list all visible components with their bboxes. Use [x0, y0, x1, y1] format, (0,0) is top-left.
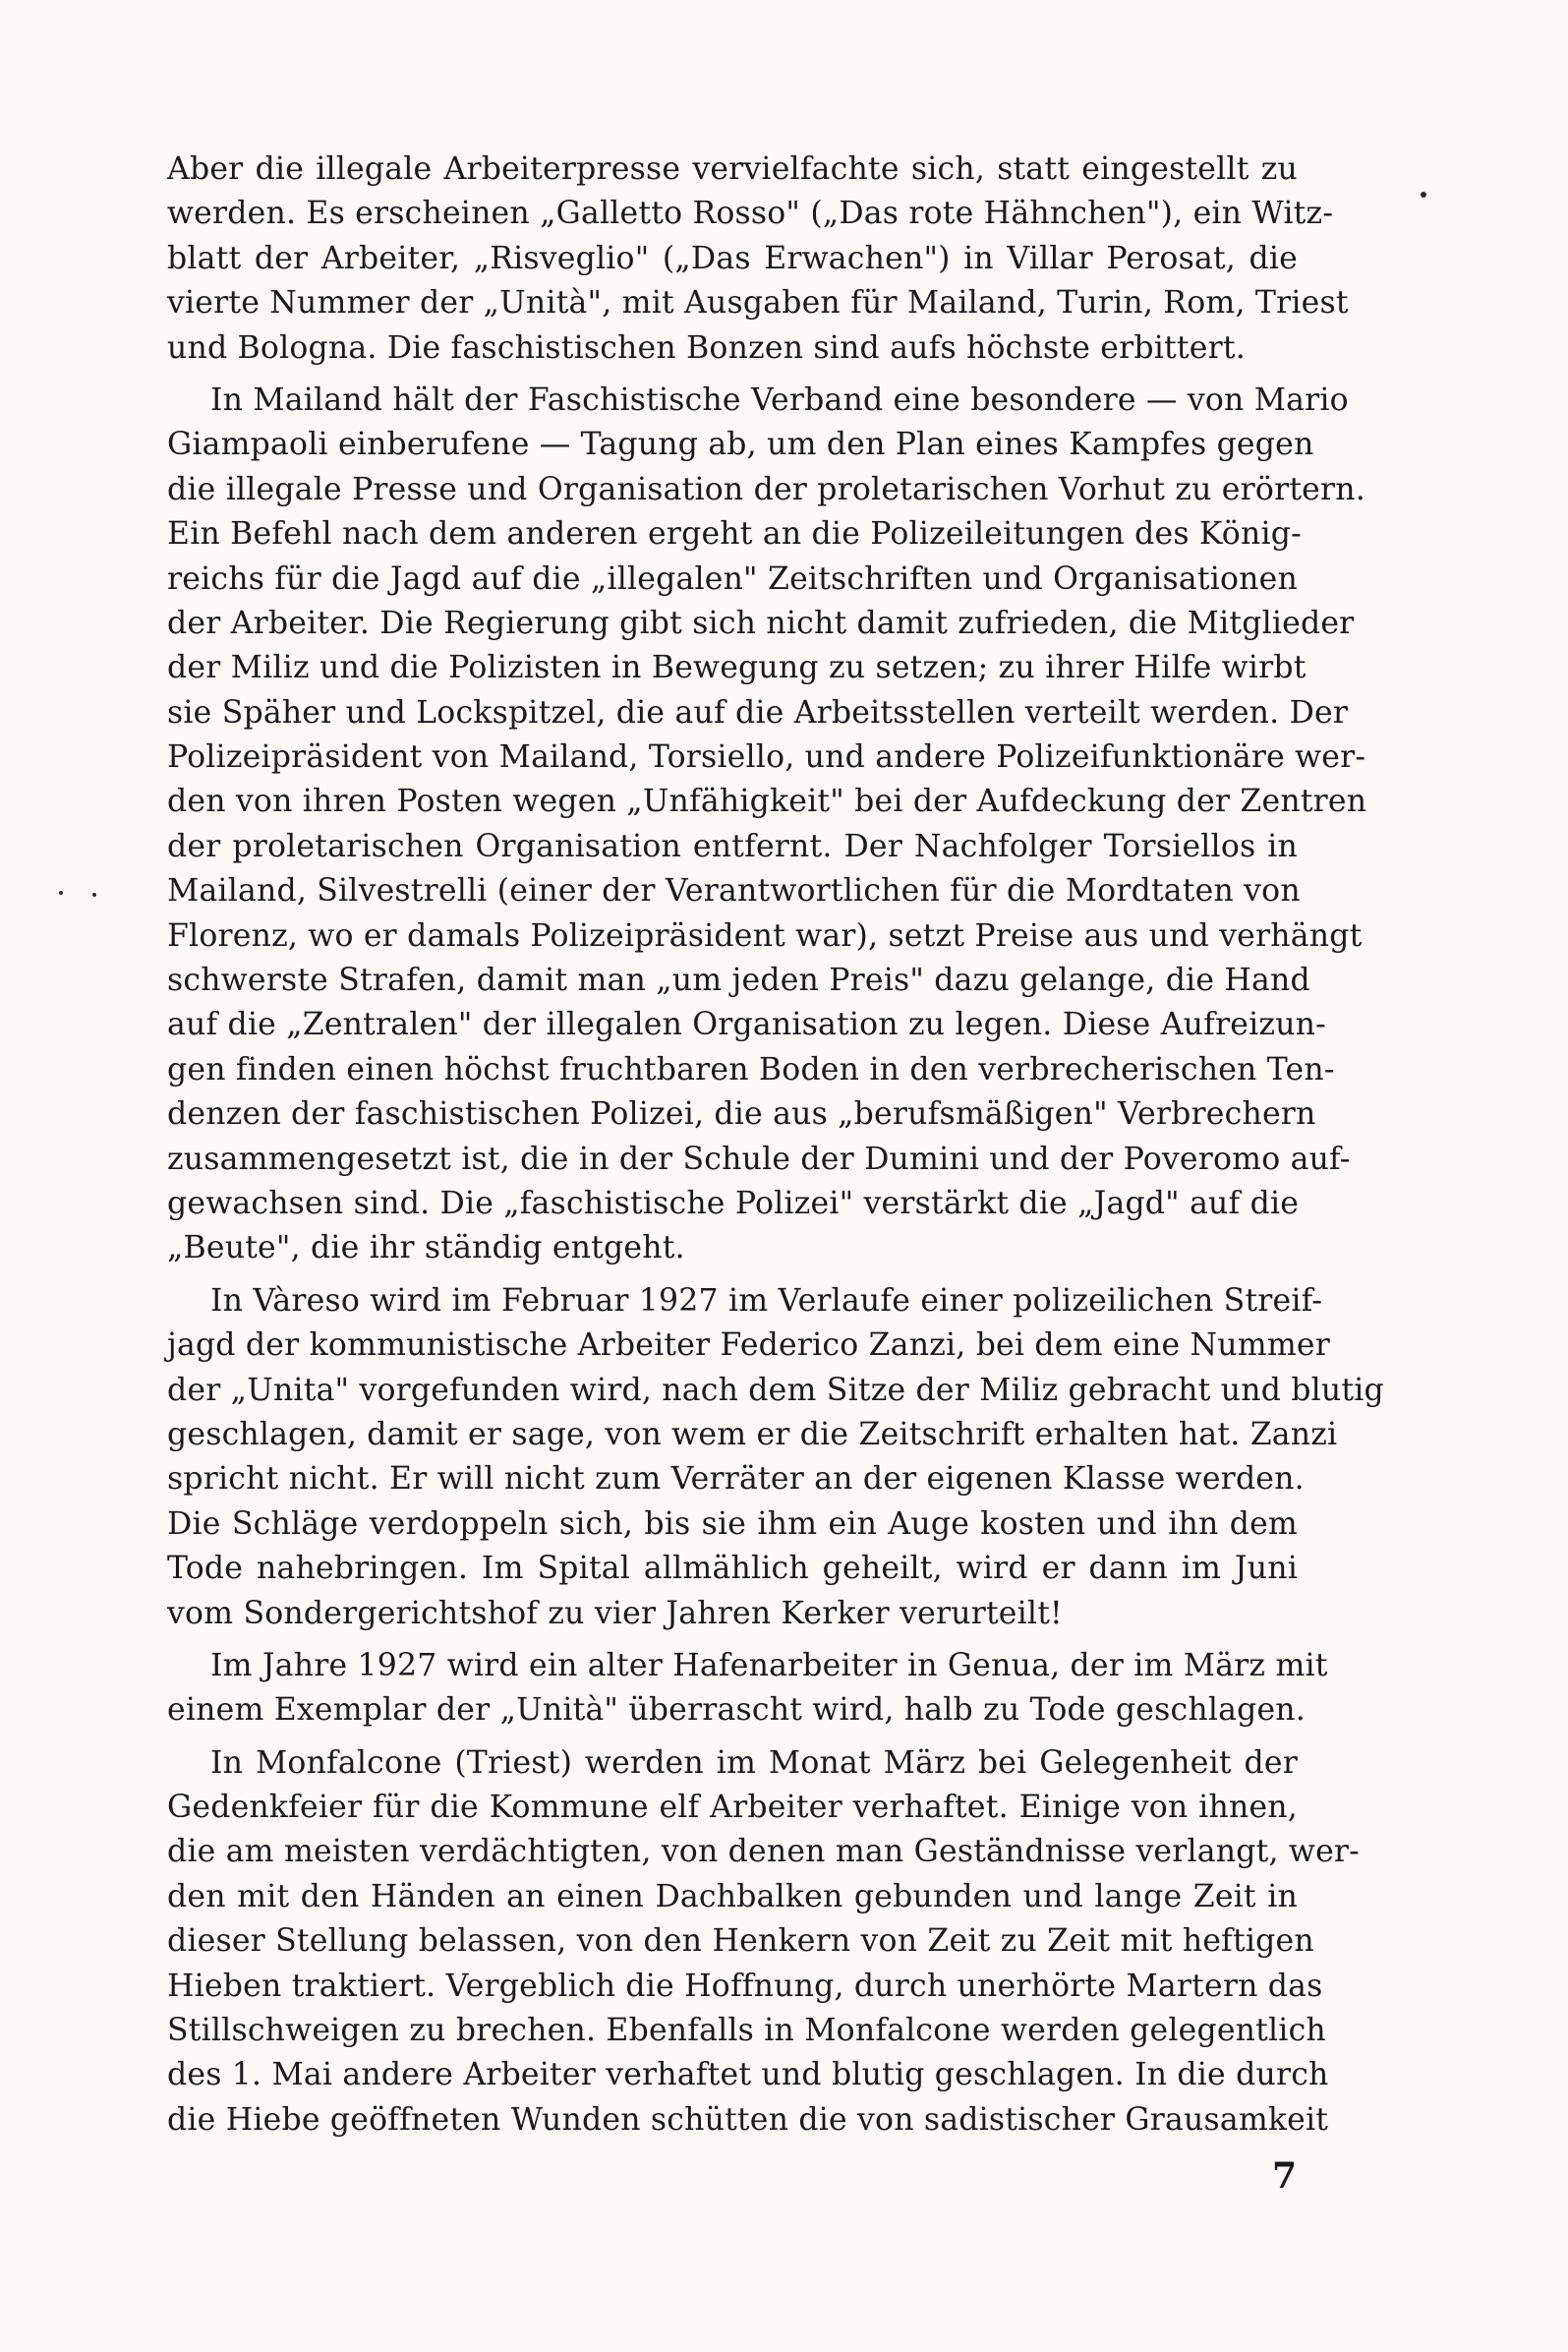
- text-line: der Arbeiter. Die Regierung gibt sich nicht damit zufrieden, die Mitglieder: [167, 605, 1355, 641]
- text-line: Die Schläge verdoppeln sich, bis sie ihm ein Auge kosten und ihn dem: [167, 1505, 1298, 1542]
- text-line: blatt der Arbeiter, „Risveglio" („Das Erwachen") in Villar Perosat, die: [167, 240, 1298, 276]
- text-line: gewachsen sind. Die „faschistische Polizei" verstärkt die „Jagd" auf die: [167, 1185, 1300, 1221]
- text-line: die illegale Presse und Organisation der proletarischen Vorhut zu erörtern.: [167, 471, 1365, 507]
- text-line: die am meisten verdächtigten, von denen man Geständnisse verlangt, wer-: [167, 1834, 1361, 1870]
- page-number: 7: [1271, 2155, 1297, 2197]
- text-line: Giampaoli einberufene — Tagung ab, um den Plan eines Kampfes gegen: [167, 427, 1314, 463]
- text-line: Mailand, Silvestrelli (einer der Verantwortlichen für die Mordtaten von: [167, 873, 1301, 910]
- text-line: Ein Befehl nach dem anderen ergeht an die Polizeileitungen des König-: [167, 516, 1302, 553]
- text-line: spricht nicht. Er will nicht zum Verräter an der eigenen Klasse werden.: [167, 1461, 1305, 1498]
- text-line: In Vàreso wird im Februar 1927 im Verlaufe einer polizeilichen Streif-: [210, 1282, 1323, 1319]
- text-line: „Beute", die ihr ständig entgeht.: [167, 1230, 685, 1266]
- text-line: dieser Stellung belassen, von den Henkern von Zeit zu Zeit mit heftigen: [167, 1923, 1314, 1960]
- text-line: der Miliz und die Polizisten in Bewegung zu setzen; zu ihrer Hilfe wirbt: [167, 650, 1307, 686]
- text-line: Tode nahebringen. Im Spital allmählich geheilt, wird er dann im Juni: [167, 1551, 1298, 1587]
- text-line: vom Sondergerichtshof zu vier Jahren Kerker verurteilt!: [167, 1595, 1063, 1631]
- text-line: reichs für die Jagd auf die „illegalen" Zeitschriften und Organisationen: [167, 560, 1298, 597]
- text-line: Hieben traktiert. Vergeblich die Hoffnung, durch unerhörte Martern das: [167, 1968, 1323, 2004]
- text-line: zusammengesetzt ist, die in der Schule der Dumini und der Poveromo auf-: [167, 1141, 1351, 1177]
- text-line: den von ihren Posten wegen „Unfähigkeit" bei der Aufdeckung der Zentren: [167, 784, 1367, 820]
- text-line: vierte Nummer der „Unità", mit Ausgaben für Mailand, Turin, Rom, Triest: [167, 285, 1349, 322]
- paragraph: [167, 147, 1349, 371]
- margin-dot: [92, 893, 96, 897]
- text-line: Gedenkfeier für die Kommune elf Arbeiter verhaftet. Einige von ihnen,: [167, 1790, 1298, 1826]
- text-line: Florenz, wo er damals Polizeipräsident war), setzt Preise aus und verhängt: [167, 917, 1363, 954]
- text-line: der „Unita" vorgefunden wird, nach dem Sitze der Miliz gebracht und blutig: [167, 1372, 1384, 1408]
- text-line: geschlagen, damit er sage, von wem er die Zeitschrift erhalten hat. Zanzi: [167, 1416, 1338, 1452]
- text-line: Aber die illegale Arbeiterpresse vervielfachte sich, statt eingestellt zu: [167, 151, 1298, 187]
- text-line: die Hiebe geöffneten Wunden schütten die von sadistischer Grausamkeit: [167, 2101, 1329, 2138]
- text-line: Im Jahre 1927 wird ein alter Hafenarbeiter in Genua, der im März mit: [210, 1647, 1328, 1683]
- text-line: jagd der kommunistische Arbeiter Federico Zanzi, bei dem eine Nummer: [167, 1327, 1331, 1364]
- text-line: Stillschweigen zu brechen. Ebenfalls in Monfalcone werden gelegentlich: [167, 2013, 1326, 2049]
- paragraph: [167, 1279, 1384, 1636]
- paragraph: [167, 1741, 1361, 2144]
- text-line: In Monfalcone (Triest) werden im Monat März bei Gelegenheit der: [210, 1744, 1298, 1781]
- margin-dot: [1421, 192, 1426, 198]
- text-line: des 1. Mai andere Arbeiter verhaftet und blutig geschlagen. In die durch: [167, 2057, 1329, 2093]
- text-line: der proletarischen Organisation entfernt. Der Nachfolger Torsiellos in: [167, 828, 1298, 864]
- text-line: werden. Es erscheinen „Galletto Rosso" („Das rote Hähnchen"), ein Witz-: [167, 196, 1334, 232]
- text-line: sie Späher und Lockspitzel, die auf die Arbeitsstellen verteilt werden. Der: [167, 694, 1349, 731]
- text-line: gen finden einen höchst fruchtbaren Boden in den verbrecherischen Ten-: [167, 1051, 1335, 1088]
- text-line: einem Exemplar der „Unità" überrascht wird, halb zu Tode geschlagen.: [167, 1692, 1306, 1729]
- text-line: Polizeipräsident von Mailand, Torsiello, und andere Polizeifunktionäre wer-: [167, 739, 1366, 776]
- text-line: den mit den Händen an einen Dachbalken gebunden und lange Zeit in: [167, 1878, 1298, 1914]
- page-body: [167, 147, 1384, 2150]
- text-line: und Bologna. Die faschistischen Bonzen sind aufs höchste erbittert.: [167, 329, 1246, 366]
- text-line: denzen der faschistischen Polizei, die aus „berufsmäßigen" Verbrechern: [167, 1096, 1316, 1133]
- margin-dot: [59, 891, 63, 895]
- text-line: In Mailand hält der Faschistische Verband eine besondere — von Mario: [210, 382, 1349, 418]
- paragraph: [167, 379, 1367, 1271]
- text-line: schwerste Strafen, damit man „um jeden Preis" dazu gelange, die Hand: [167, 963, 1310, 999]
- text-line: auf die „Zentralen" der illegalen Organisation zu legen. Diese Aufreizun-: [167, 1007, 1327, 1043]
- paragraph: [167, 1644, 1328, 1734]
